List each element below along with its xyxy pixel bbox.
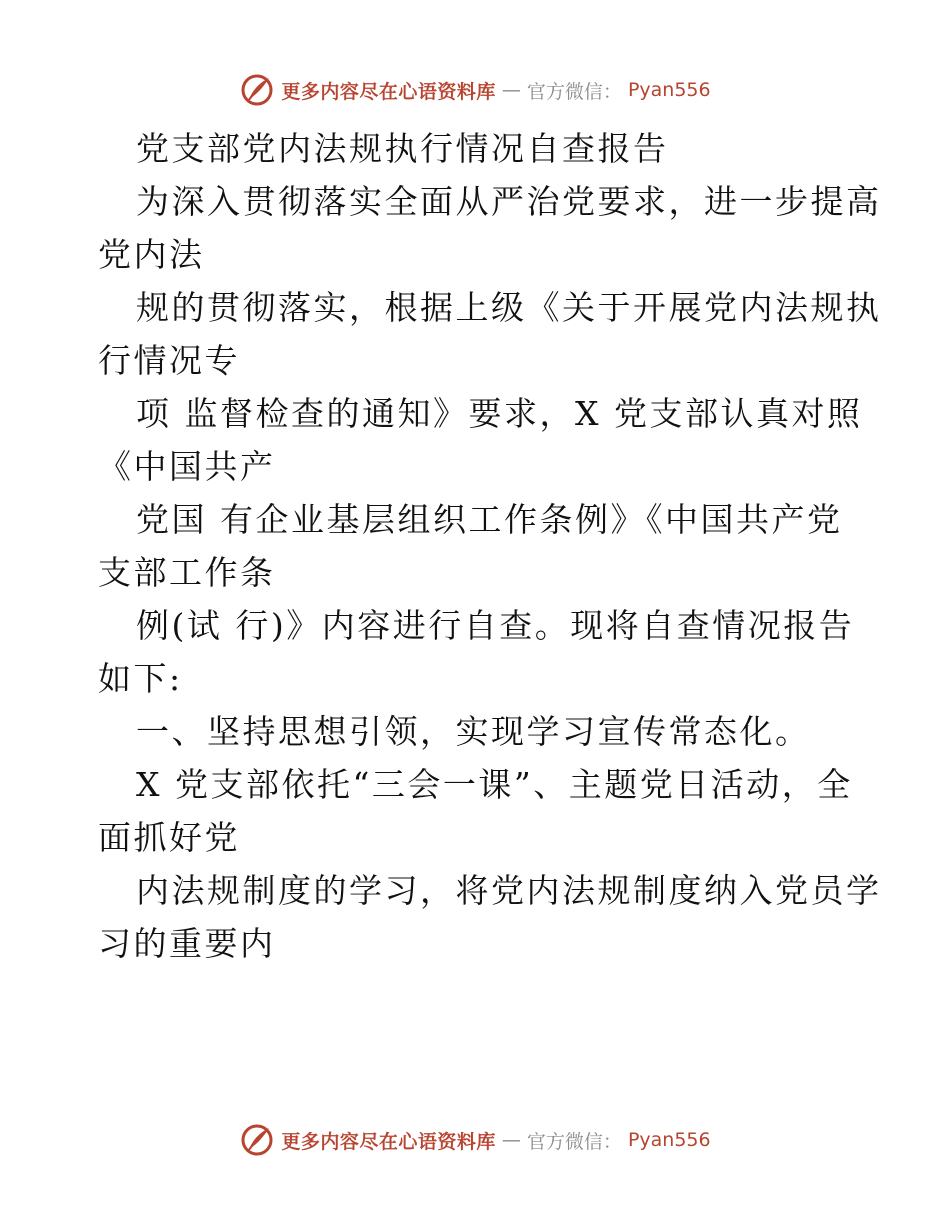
footer-banner bbox=[0, 1120, 950, 1160]
document-line: 《中国共产 bbox=[98, 447, 276, 486]
document-line: 项 监督检查的通知》要求，X 党支部认真对照 bbox=[136, 394, 863, 433]
banner-official-label: 官方微信： bbox=[526, 80, 622, 103]
document-body bbox=[98, 122, 882, 970]
document-line: X 党支部依托“三会一课”、主题党日活动，全 bbox=[136, 765, 853, 804]
banner-brand-text: 更多内容尽在心语资料库 bbox=[281, 1130, 496, 1153]
document-line: 党国 有企业基层组织工作条例》《中国共产党 bbox=[136, 500, 843, 539]
document-line: 习的重要内 bbox=[98, 924, 276, 963]
document-line: 党内法 bbox=[98, 235, 205, 274]
document-line: 党支部党内法规执行情况自查报告 bbox=[136, 129, 669, 168]
document-line: 一、坚持思想引领，实现学习宣传常态化。 bbox=[136, 712, 811, 751]
document-line: 为深入贯彻落实全面从严治党要求，进一步提高 bbox=[136, 182, 882, 221]
document-line: 支部工作条 bbox=[98, 553, 276, 592]
quill-pen-logo-icon bbox=[239, 72, 275, 108]
banner-dash: — bbox=[501, 79, 521, 101]
document-line: 面抓好党 bbox=[98, 818, 240, 857]
banner-official-label: 官方微信： bbox=[526, 1130, 622, 1153]
document-line: 内法规制度的学习，将党内法规制度纳入党员学 bbox=[136, 871, 882, 910]
header-banner bbox=[0, 70, 950, 110]
document-line: 如下: bbox=[98, 659, 183, 698]
banner-wechat-id: Pyan556 bbox=[627, 79, 711, 101]
banner-dash: — bbox=[501, 1129, 521, 1151]
banner-brand-text: 更多内容尽在心语资料库 bbox=[281, 80, 496, 103]
banner-wechat-id: Pyan556 bbox=[627, 1129, 711, 1151]
document-line: 例(试 行)》内容进行自查。现将自查情况报告 bbox=[136, 606, 855, 645]
document-line: 规的贯彻落实，根据上级《关于开展党内法规执 bbox=[136, 288, 882, 327]
quill-pen-logo-icon bbox=[239, 1122, 275, 1158]
document-line: 行情况专 bbox=[98, 341, 240, 380]
